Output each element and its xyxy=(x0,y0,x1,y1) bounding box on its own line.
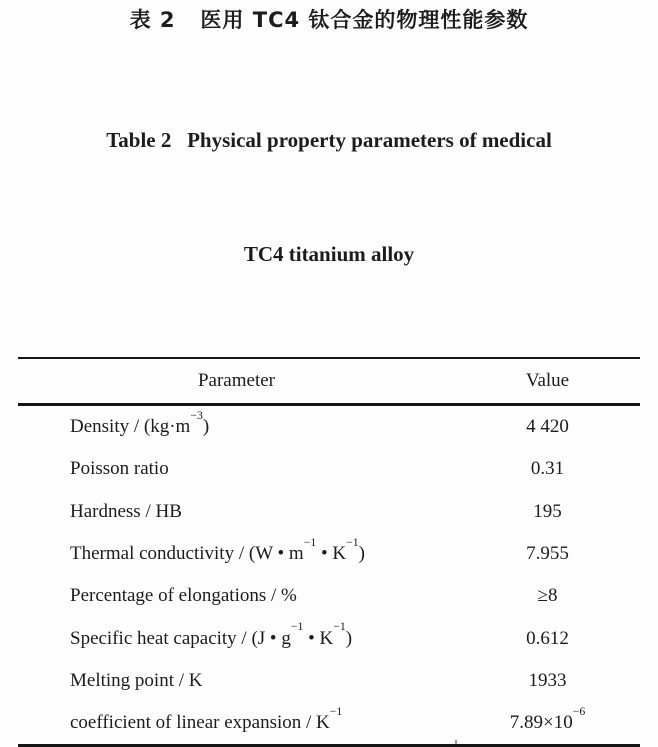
value-cell: 195 xyxy=(533,500,562,522)
table-header-row xyxy=(18,359,640,403)
table-title-zh: 表 2 医用 TC4 钛合金的物理性能参数 xyxy=(129,8,529,32)
table-row xyxy=(18,406,640,448)
value-cell: 1933 xyxy=(528,669,567,691)
param-cell: Specific heat capacity / (J • $g^{-1}$ • $K^{-1}$) xyxy=(70,620,353,649)
properties-table xyxy=(18,357,640,747)
param-cell: Poisson ratio xyxy=(70,458,169,480)
value-cell: 4 420 xyxy=(526,416,569,438)
param-cell: Density / $(kg\cdot m^{-3})$ xyxy=(70,408,210,438)
value-cell: 7.955 xyxy=(526,543,569,565)
param-cell: Percentage of elongations / % xyxy=(70,585,297,607)
table-title-en xyxy=(0,45,658,349)
column-divider-tick xyxy=(455,740,457,744)
column-header-parameter: Parameter xyxy=(197,370,275,391)
value-cell: $7.89\times 10^{-6}$ xyxy=(509,704,586,734)
table-row xyxy=(18,617,640,659)
table-row xyxy=(18,491,640,533)
value-cell: 0.612 xyxy=(526,627,569,649)
table-row xyxy=(18,448,640,490)
param-cell: coefficient of linear expansion / $K^{-1}$ xyxy=(70,704,343,734)
table-title-en-line1: Table 2 Physical property parameters of medical xyxy=(106,128,552,152)
table-row xyxy=(18,660,640,702)
value-cell: 0.31 xyxy=(530,458,565,480)
column-header-value: Value xyxy=(525,370,570,391)
table-row xyxy=(18,533,640,575)
table-row xyxy=(18,575,640,617)
table-title-en-line2: TC4 titanium alloy xyxy=(243,242,415,266)
param-cell: Melting point / K xyxy=(70,669,203,691)
table-row xyxy=(18,702,640,744)
param-cell: Thermal conductivity / (W • $m^{-1}$ • $K^{-1}$) xyxy=(70,535,365,565)
table-body xyxy=(18,406,640,744)
param-cell: Hardness / HB xyxy=(70,500,182,522)
value-cell: ≥8 xyxy=(537,585,558,607)
